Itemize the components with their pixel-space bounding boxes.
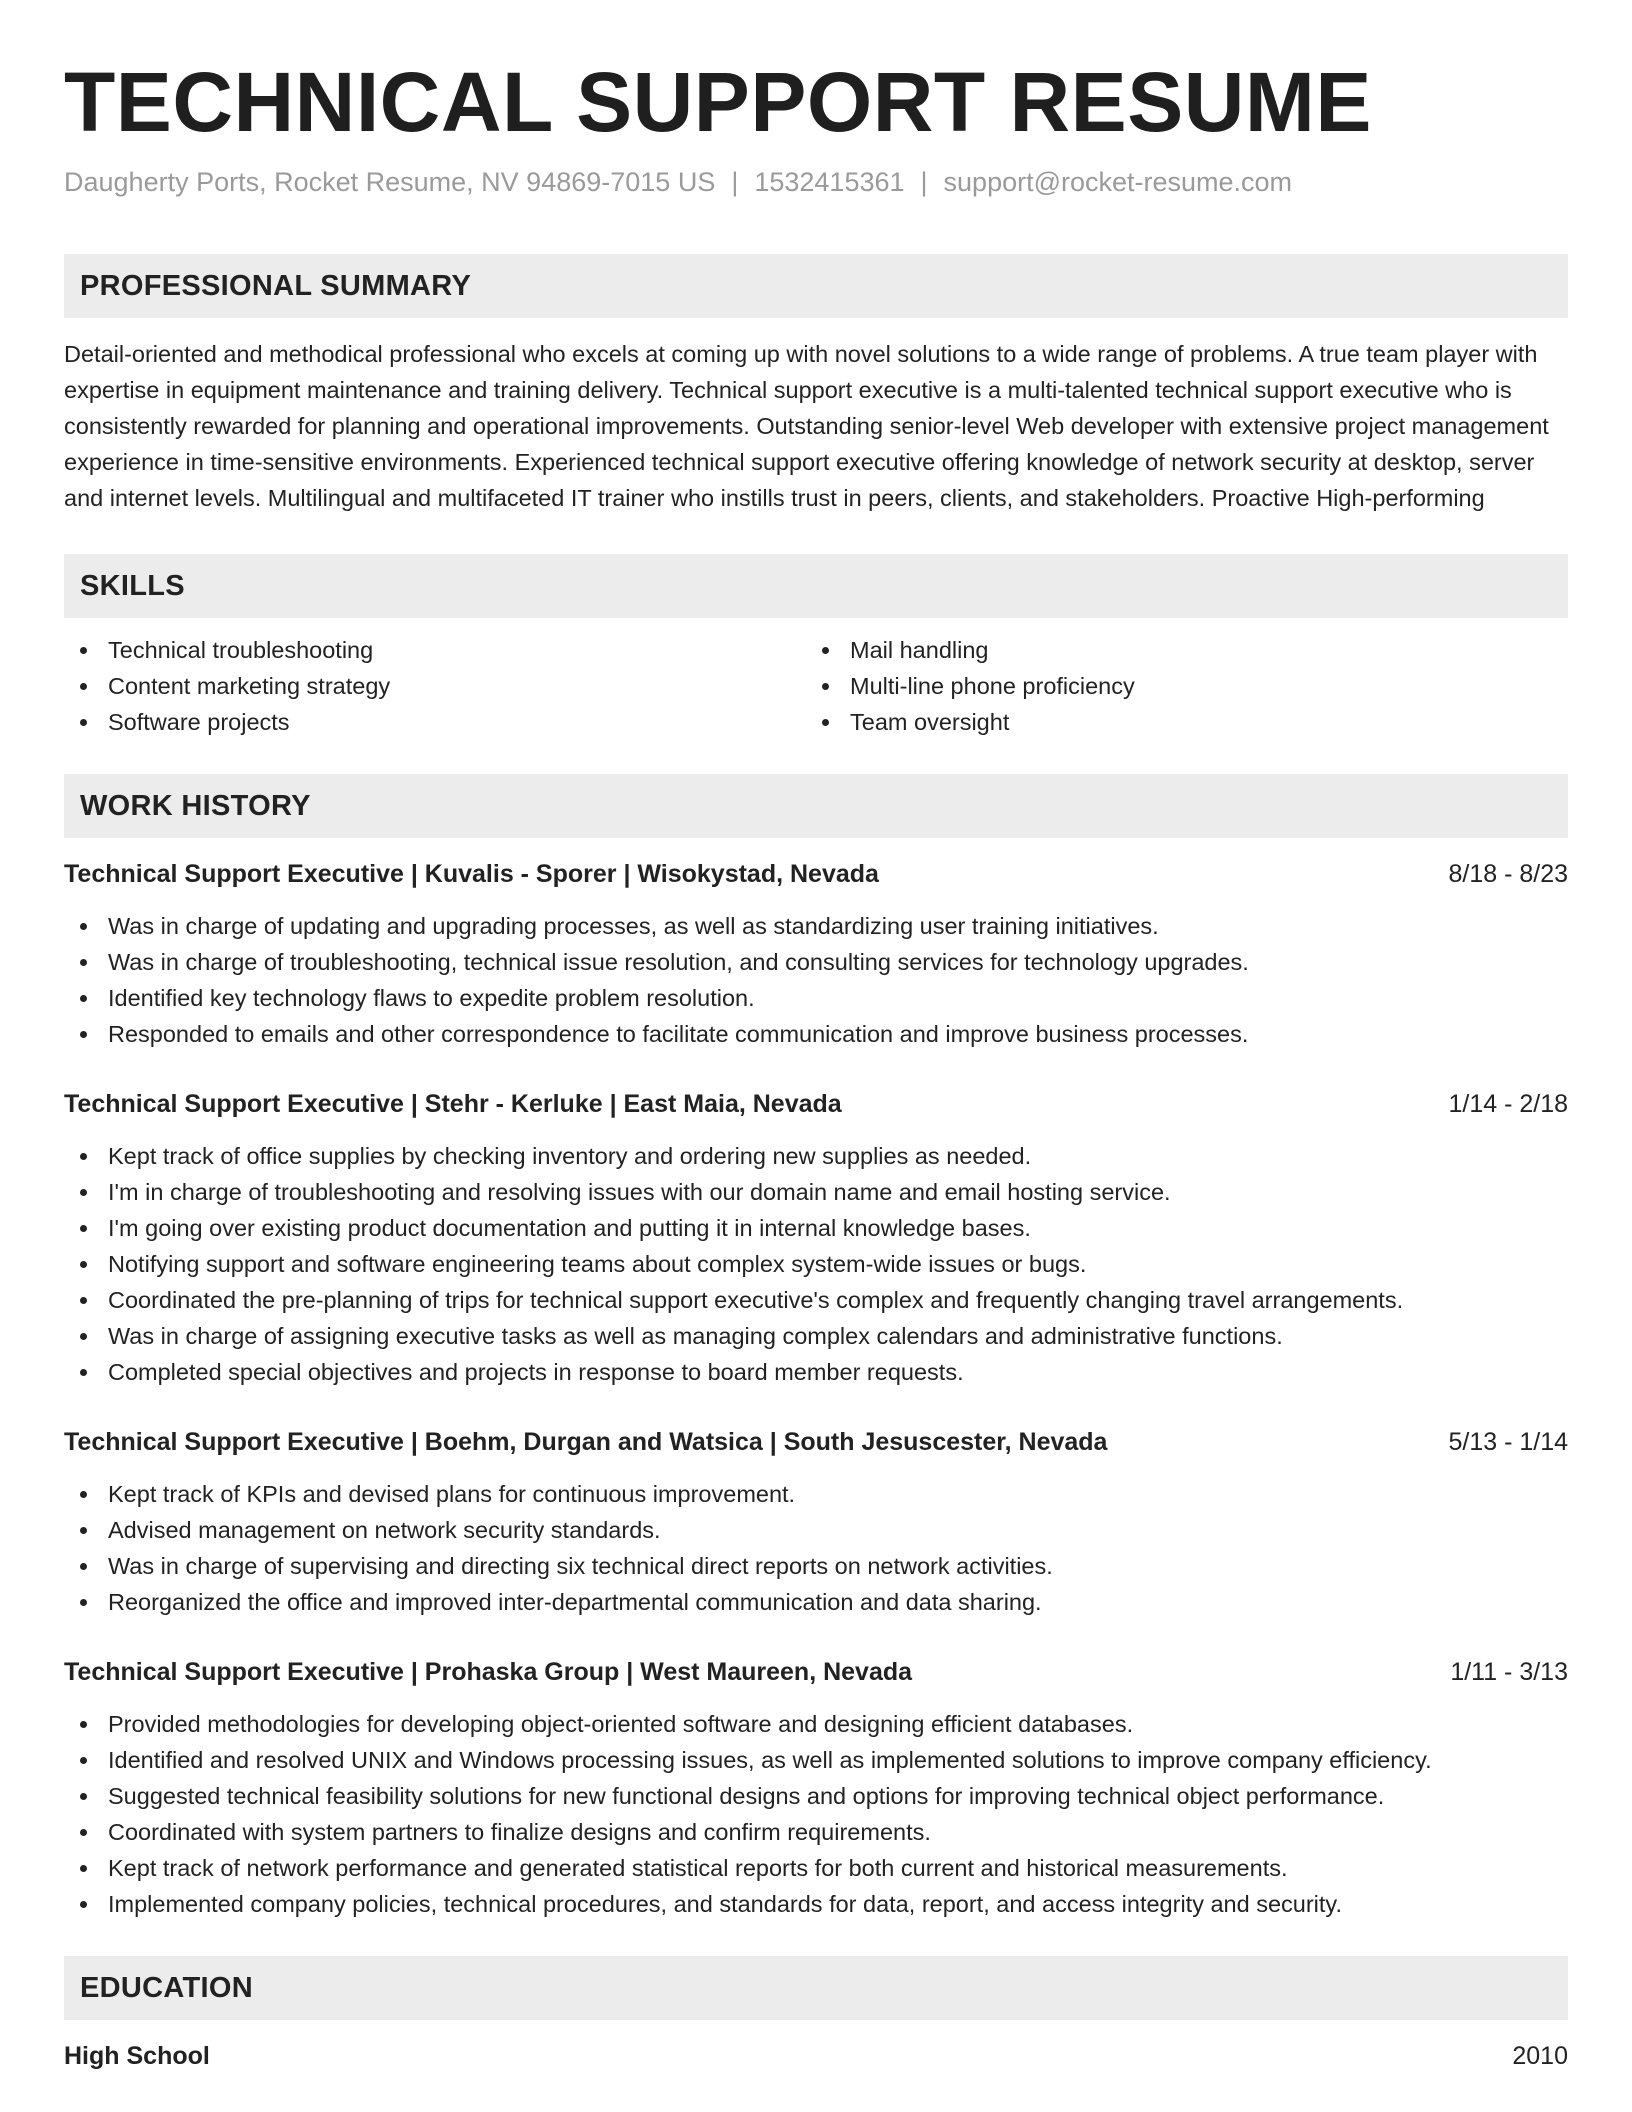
- job-header: [64, 1654, 1568, 1690]
- skill-item: Technical troubleshooting: [64, 632, 806, 668]
- job-dates: 1/14 - 2/18: [1448, 1090, 1568, 1118]
- job-bullet: Reorganized the office and improved inter-departmental communication and data sharing.: [64, 1584, 1568, 1620]
- skill-item: Software projects: [64, 704, 806, 740]
- job-bullet: Was in charge of troubleshooting, technical issue resolution, and consulting services for technology upgrades.: [64, 944, 1568, 980]
- resume-title: TECHNICAL SUPPORT RESUME: [64, 55, 1372, 149]
- section-header-skills: SKILLS: [64, 554, 1568, 618]
- job-bullet: Was in charge of updating and upgrading processes, as well as standardizing user training initiatives.: [64, 908, 1568, 944]
- job-bullet: Notifying support and software engineering teams about complex system-wide issues or bugs.: [64, 1246, 1568, 1282]
- job-header: [64, 1086, 1568, 1122]
- job-bullet: Suggested technical feasibility solutions for new functional designs and options for improving technical object performance.: [64, 1778, 1568, 1814]
- job-entry: [64, 1424, 1568, 1620]
- section-header-summary: PROFESSIONAL SUMMARY: [64, 254, 1568, 318]
- contact-separator: |: [731, 167, 739, 197]
- job-bullet: Identified and resolved UNIX and Windows processing issues, as well as implemented solutions to improve company efficiency.: [64, 1742, 1568, 1778]
- education-year: 2010: [1512, 2042, 1568, 2070]
- job-bullet: I'm going over existing product documentation and putting it in internal knowledge bases.: [64, 1210, 1568, 1246]
- job-bullet: I'm in charge of troubleshooting and resolving issues with our domain name and email hosting service.: [64, 1174, 1568, 1210]
- job-title: Technical Support Executive | Prohaska Group | West Maureen, Nevada: [64, 1658, 913, 1686]
- skills-grid: [64, 632, 1568, 740]
- section-header-work-history: WORK HISTORY: [64, 774, 1568, 838]
- section-header-education: EDUCATION: [64, 1956, 1568, 2020]
- job-bullet: Completed special objectives and projects in response to board member requests.: [64, 1354, 1568, 1390]
- job-dates: 1/11 - 3/13: [1450, 1658, 1568, 1686]
- skill-item: Mail handling: [806, 632, 1548, 668]
- education-entry: [64, 2038, 1568, 2074]
- job-bullets: [64, 1476, 1568, 1620]
- job-dates: 8/18 - 8/23: [1448, 860, 1568, 888]
- job-title: Technical Support Executive | Boehm, Durgan and Watsica | South Jesuscester, Nevada: [64, 1428, 1108, 1456]
- job-entry: [64, 856, 1568, 1052]
- job-bullet: Responded to emails and other correspondence to facilitate communication and improve business processes.: [64, 1016, 1568, 1052]
- job-bullets: [64, 1138, 1568, 1390]
- contact-address: Daugherty Ports, Rocket Resume, NV 94869-7015 US: [64, 167, 716, 197]
- job-bullet: Provided methodologies for developing object-oriented software and designing efficient databases.: [64, 1706, 1568, 1742]
- job-header: [64, 1424, 1568, 1460]
- job-bullet: Was in charge of assigning executive tasks as well as managing complex calendars and administrative functions.: [64, 1318, 1568, 1354]
- summary-text: Detail-oriented and methodical professional who excels at coming up with novel solutions to a wide range of problems. A true team player with expertise in equipment maintenance and training delivery. Technical support executive is a multi-talented technical support executive who is consistently rewarded for planning and operational improvements. Outstanding senior-level Web developer with extensive project management experience in time-sensitive environments. Experienced technical support executive offering knowledge of network security at desktop, server and internet levels. Multilingual and multifaceted IT trainer who instills trust in peers, clients, and stakeholders. Proactive High-performing: [64, 341, 1549, 511]
- skills-column-left: [64, 632, 806, 740]
- skill-item: Content marketing strategy: [64, 668, 806, 704]
- job-bullet: Coordinated with system partners to finalize designs and confirm requirements.: [64, 1814, 1568, 1850]
- skill-item: Multi-line phone proficiency: [806, 668, 1548, 704]
- job-bullet: Was in charge of supervising and directing six technical direct reports on network activities.: [64, 1548, 1568, 1584]
- skills-column-right: [806, 632, 1548, 740]
- job-entry: [64, 1086, 1568, 1390]
- job-header: [64, 856, 1568, 892]
- education-name: High School: [64, 2042, 210, 2070]
- job-bullets: [64, 908, 1568, 1052]
- skill-item: Team oversight: [806, 704, 1548, 740]
- job-bullet: Kept track of KPIs and devised plans for continuous improvement.: [64, 1476, 1568, 1512]
- contact-phone: 1532415361: [754, 167, 905, 197]
- contact-separator: |: [920, 167, 928, 197]
- job-bullet: Implemented company policies, technical procedures, and standards for data, report, and access integrity and security.: [64, 1886, 1568, 1922]
- job-bullet: Kept track of network performance and generated statistical reports for both current and historical measurements.: [64, 1850, 1568, 1886]
- job-title: Technical Support Executive | Kuvalis - Sporer | Wisokystad, Nevada: [64, 860, 879, 888]
- job-bullet: Coordinated the pre-planning of trips for technical support executive's complex and frequently changing travel arrangements.: [64, 1282, 1568, 1318]
- job-bullet: Kept track of office supplies by checking inventory and ordering new supplies as needed.: [64, 1138, 1568, 1174]
- contact-line: [64, 162, 1568, 202]
- job-bullet: Identified key technology flaws to expedite problem resolution.: [64, 980, 1568, 1016]
- job-title: Technical Support Executive | Stehr - Kerluke | East Maia, Nevada: [64, 1090, 842, 1118]
- job-entry: [64, 1654, 1568, 1922]
- job-dates: 5/13 - 1/14: [1448, 1428, 1568, 1456]
- job-bullet: Advised management on network security standards.: [64, 1512, 1568, 1548]
- job-bullets: [64, 1706, 1568, 1922]
- contact-email: support@rocket-resume.com: [943, 167, 1293, 197]
